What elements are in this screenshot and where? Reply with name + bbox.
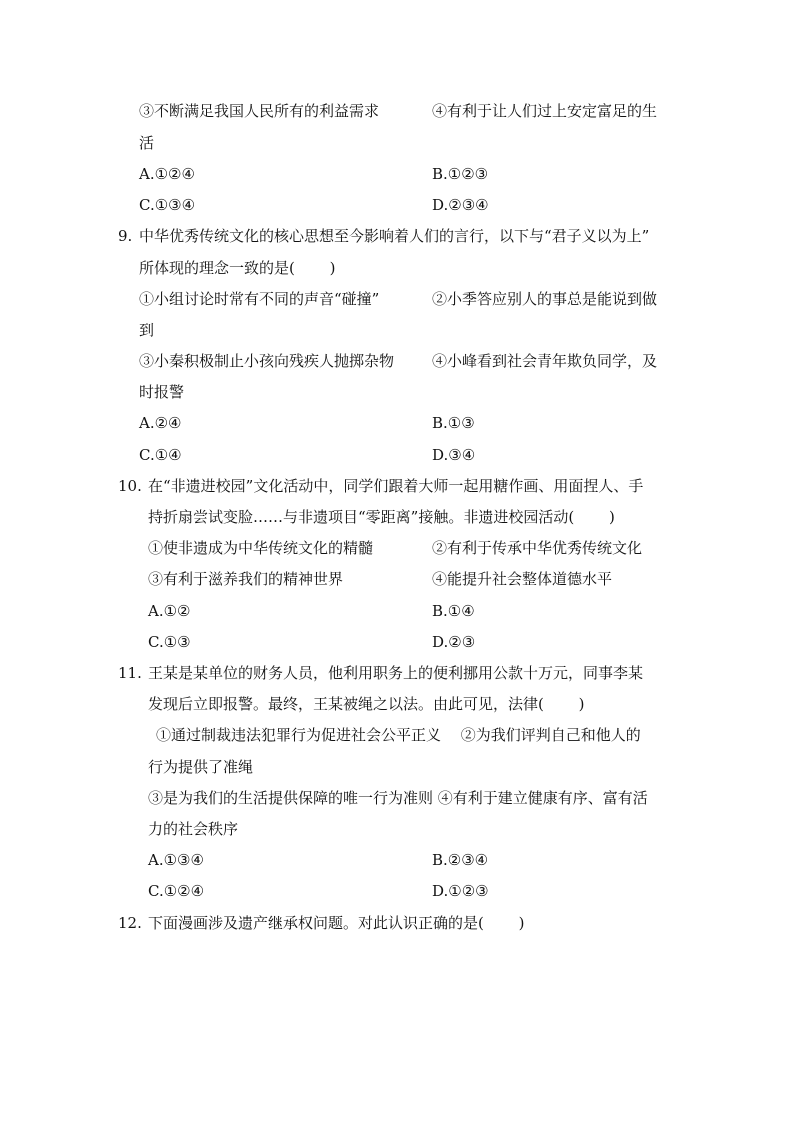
- q9-choice-c: C.①④: [139, 446, 182, 464]
- q9-option-1: ①小组讨论时常有不同的声音“碰撞”: [139, 290, 380, 308]
- q11-options-line-4: 力的社会秩序: [148, 820, 239, 838]
- q10-option-3: ③有利于滋养我们的精神世界: [148, 570, 344, 588]
- q10-choice-c: C.①③: [148, 633, 191, 651]
- q8-choice-d: D.②③④: [432, 196, 489, 214]
- q8-option-4-wrap: 活: [139, 134, 155, 152]
- q9-option-4-wrap: 时报警: [139, 383, 185, 401]
- q11-number: 11.: [118, 664, 142, 682]
- q10-number: 10.: [118, 477, 142, 495]
- q10-choice-b: B.①④: [432, 602, 475, 620]
- q10-choice-a: A.①②: [148, 602, 191, 620]
- q9-choice-b: B.①③: [432, 414, 475, 432]
- q9-choice-a: A.②④: [139, 414, 182, 432]
- q9-stem-line-2: 所体现的理念一致的是( ): [139, 259, 336, 277]
- q11-choice-c: C.①②④: [148, 882, 205, 900]
- q9-option-4: ④小峰看到社会青年欺负同学，及: [432, 352, 658, 370]
- q11-stem-line-1: 王某是某单位的财务人员，他利用职务上的便利挪用公款十万元，同事李某: [148, 664, 644, 682]
- q12-number: 12.: [118, 914, 142, 932]
- q8-option-3: ③不断满足我国人民所有的利益需求: [139, 102, 380, 120]
- q8-choice-b: B.①②③: [432, 165, 489, 183]
- q11-options-line-3: ③是为我们的生活提供保障的唯一行为准则 ④有利于建立健康有序、富有活: [148, 789, 648, 807]
- q9-choice-d: D.③④: [432, 446, 476, 464]
- q8-choice-c: C.①③④: [139, 196, 196, 214]
- q11-choice-b: B.②③④: [432, 851, 489, 869]
- q10-stem-line-2: 持折扇尝试变脸……与非遗项目“零距离”接触。非遗进校园活动( ): [148, 508, 615, 526]
- q8-option-4: ④有利于让人们过上安定富足的生: [432, 102, 658, 120]
- q9-stem-line-1: 中华优秀传统文化的核心思想至今影响着人们的言行，以下与“君子义以为上”: [139, 227, 650, 245]
- q11-options-line-2: 行为提供了准绳: [148, 758, 254, 776]
- q9-option-3: ③小秦积极制止小孩向残疾人抛掷杂物: [139, 352, 395, 370]
- q10-stem-line-1: 在“非遗进校园”文化活动中，同学们跟着大师一起用糖作画、用面捏人、手: [148, 477, 644, 495]
- q12-stem-line-1: 下面漫画涉及遗产继承权问题。对此认识正确的是( ): [148, 914, 525, 932]
- q9-number: 9.: [118, 227, 133, 245]
- q11-choice-a: A.①③④: [148, 851, 204, 869]
- q10-option-4: ④能提升社会整体道德水平: [432, 570, 613, 588]
- q10-option-2: ②有利于传承中华优秀传统文化: [432, 539, 643, 557]
- q9-option-2: ②小季答应别人的事总是能说到做: [432, 290, 658, 308]
- q9-option-2-wrap: 到: [139, 321, 155, 339]
- q11-stem-line-2: 发现后立即报警。最终，王某被绳之以法。由此可见，法律( ): [148, 695, 585, 713]
- q8-choice-a: A.①②④: [139, 165, 195, 183]
- q10-choice-d: D.②③: [432, 633, 476, 651]
- q11-choice-d: D.①②③: [432, 882, 489, 900]
- q10-option-1: ①使非遗成为中华传统文化的精髓: [148, 539, 374, 557]
- q11-options-line-1: ①通过制裁违法犯罪行为促进社会公平正义 ②为我们评判自己和他人的: [156, 726, 641, 744]
